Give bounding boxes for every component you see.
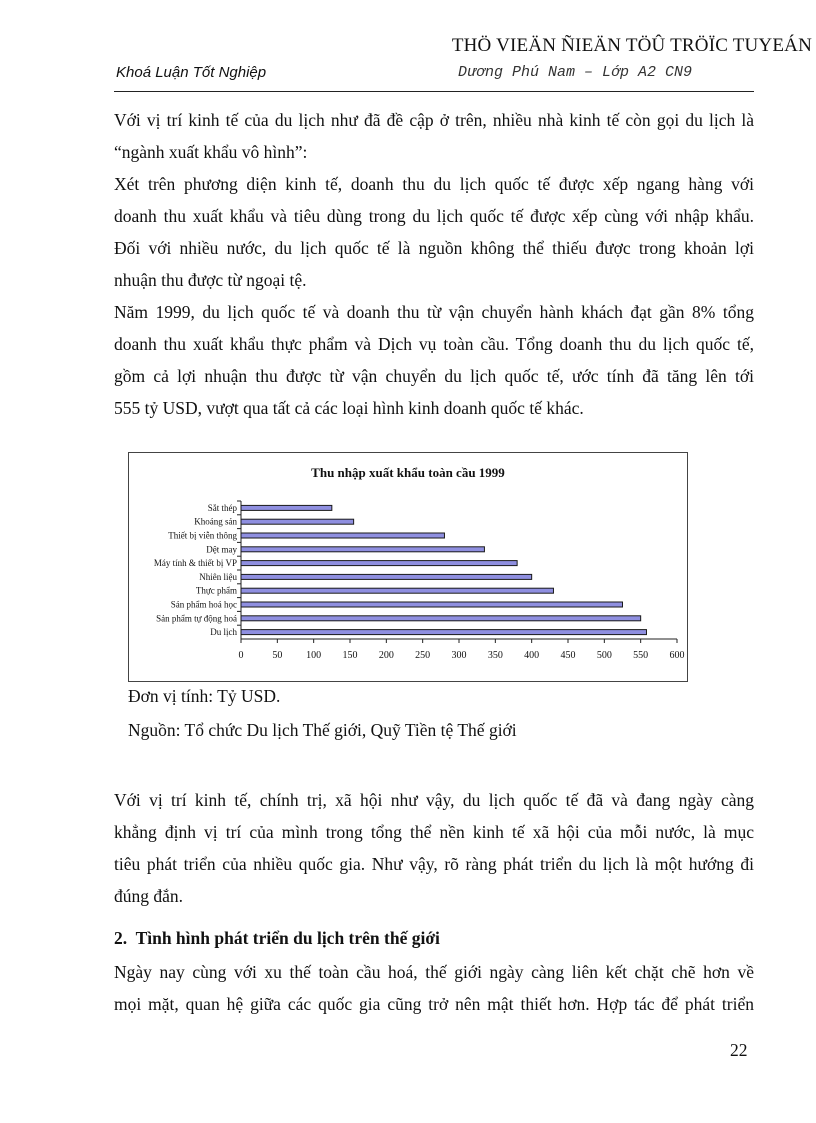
text-line: nhuận thu được từ ngoại tệ. [114,270,307,290]
text-line: Năm 1999, du lịch quốc tế và doanh thu từ vận chuyển hành khách đạt gần 8% tổng [114,302,754,322]
text-line: Với vị trí kinh tế, chính trị, xã hội như vậy, du lịch quốc tế đã và đang ngày càng [114,790,754,810]
text-line: 555 tỷ USD, vượt qua tất cả các loại hình kinh doanh quốc tế khác. [114,398,584,418]
y-tick-label: Máy tính & thiết bị VP [153,558,237,569]
text-line: Với vị trí kinh tế của du lịch như đã đề cập ở trên, nhiều nhà kinh tế còn gọi du lịch là [114,110,754,130]
chart-title: Thu nhập xuất khẩu toàn cầu 1999 [311,465,505,480]
y-tick-label: Du lịch [210,627,237,638]
text-line: gồm cả lợi nhuận thu được từ vận chuyển du lịch quốc tế, ước tính đã tăng lên tới [114,366,754,386]
chart-source-note: Nguồn: Tổ chức Du lịch Thế giới, Quỹ Tiền tệ Thế giới [128,720,517,740]
text-line: Ngày nay cùng với xu thế toàn cầu hoá, thế giới ngày càng liên kết chặt chẽ hơn về [114,962,754,982]
x-tick-label: 350 [487,650,503,661]
header-author: Dương Phú Nam – Lớp A2 CN9 [458,64,693,81]
chart-bar [241,547,484,552]
site-banner: THÖ VIEÄN ÑIEÄN TÖÛ TRÖÏC TUYEÁN [451,35,812,56]
header-divider [114,91,754,92]
x-tick-label: 150 [342,650,358,661]
export-income-chart [128,452,688,682]
text-line: Đối với nhiều nước, du lịch quốc tế là nguồn không thể thiếu được trong khoản lợi [114,238,754,258]
x-tick-label: 300 [451,650,467,661]
chart-bar [241,602,623,607]
x-tick-label: 600 [669,650,685,661]
header-thesis-title: Khoá Luận Tốt Nghiệp [116,64,267,81]
text-line: tiêu phát triển của nhiều quốc gia. Như vậy, rõ ràng phát triển du lịch là một hướng đi [114,854,754,874]
y-tick-label: Sắt thép [207,502,237,513]
paragraph-1 [114,104,754,168]
chart-bar [241,519,354,524]
paragraph-4 [114,784,754,912]
y-tick-label: Sản phẩm hoá học [170,599,237,610]
chart-bar [241,630,646,635]
x-tick-label: 550 [633,650,649,661]
text-line: Xét trên phương diện kinh tế, doanh thu du lịch quốc tế được xếp ngang hàng với [114,174,754,194]
chart-bar [241,574,532,579]
y-tick-label: Sản phẩm tự động hoá [156,613,237,624]
y-tick-label: Nhiên liệu [199,571,237,582]
chart-unit-note: Đơn vị tính: Tỷ USD. [128,686,281,706]
x-tick-label: 0 [238,650,244,661]
y-tick-label: Khoáng sản [194,516,237,527]
x-tick-label: 400 [524,650,540,661]
x-tick-label: 100 [306,650,322,661]
y-tick-label: Dệt may [206,544,237,555]
x-tick-label: 450 [560,650,576,661]
paragraph-2 [114,168,754,296]
chart-bar [241,616,641,621]
text-line: khẳng định vị trí của mình trong tổng thể nền kinh tế xã hội của mỗi nước, là mục [114,822,754,842]
text-line: đúng đắn. [114,886,184,906]
text-line: doanh thu xuất khẩu thực phẩm và Dịch vụ toàn cầu. Tổng doanh thu du lịch quốc tế, [114,334,754,354]
section-title: Tình hình phát triển du lịch trên thế giới [135,928,440,948]
x-tick-label: 50 [272,650,283,661]
x-tick-label: 200 [378,650,394,661]
chart-canvas [129,453,687,681]
text-line: doanh thu xuất khẩu và tiêu dùng trong du lịch quốc tế được xếp cùng với nhập khẩu. [114,206,754,226]
chart-bar [241,588,553,593]
section-heading [114,928,440,949]
chart-bar [241,505,332,510]
page-number: 22 [730,1040,748,1060]
y-tick-label: Thực phẩm [195,585,237,596]
chart-bar [241,561,517,566]
x-tick-label: 500 [596,650,612,661]
x-tick-label: 250 [415,650,431,661]
section-number: 2. [114,928,128,948]
chart-bar [241,533,444,538]
paragraph-5 [114,956,754,1020]
y-tick-label: Thiết bị viễn thông [168,530,237,541]
paragraph-3 [114,296,754,424]
text-line: mọi mặt, quan hệ giữa các quốc gia cũng trở nên mật thiết hơn. Hợp tác để phát triển [114,994,754,1014]
text-line: “ngành xuất khẩu vô hình”: [114,142,308,162]
